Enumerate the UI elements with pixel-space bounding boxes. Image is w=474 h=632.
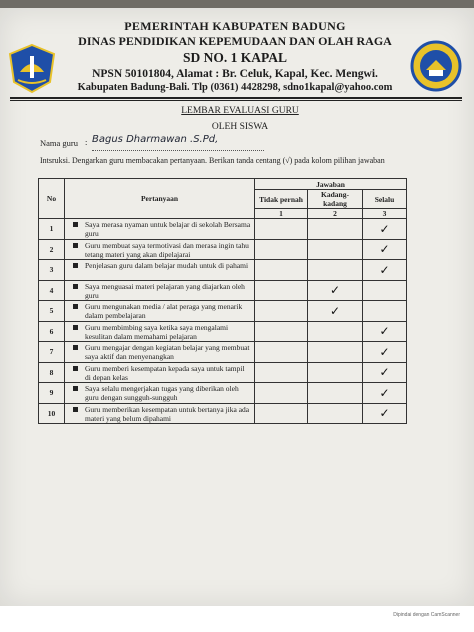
header-option-num-1: 1 xyxy=(255,209,308,219)
badung-emblem-icon xyxy=(6,42,58,94)
answer-cell-3[interactable] xyxy=(363,280,407,301)
answer-cell-2[interactable] xyxy=(308,342,363,363)
checkmark-icon: ✓ xyxy=(329,283,341,298)
school-emblem-icon xyxy=(410,40,462,92)
answer-cell-2[interactable] xyxy=(308,403,363,424)
answer-cell-2[interactable] xyxy=(308,280,363,301)
answer-cell-1[interactable] xyxy=(255,301,308,322)
checkmark-icon: ✓ xyxy=(379,365,390,380)
row-question xyxy=(65,260,255,281)
answer-cell-2[interactable] xyxy=(308,362,363,383)
letterhead-rule-thick xyxy=(10,97,462,99)
row-question-text: Guru memberi kesempatan kepada saya untuk tampil di depan kelas xyxy=(85,363,245,382)
answer-cell-2[interactable] xyxy=(308,239,363,260)
row-number: 8 xyxy=(39,362,65,383)
row-question xyxy=(65,342,255,363)
row-question-text: Guru memberikan kesempatan untuk bertanya jika ada materi yang belum dipahami xyxy=(85,404,250,423)
answer-cell-3[interactable] xyxy=(363,219,407,240)
answer-cell-3[interactable] xyxy=(363,301,407,322)
scanner-watermark: Dipindai dengan CamScanner xyxy=(393,612,460,618)
bullet-icon xyxy=(73,243,78,248)
answer-cell-1[interactable] xyxy=(255,239,308,260)
letterhead-contact: Kabupaten Badung-Bali. Tlp (0361) 4428298, sdno1kapal@yahoo.com xyxy=(77,82,393,93)
row-question-text: Guru membuat saya termotivasi dan merasa ingin tahu tetang materi yang akan dipelajarai xyxy=(85,240,249,259)
header-option-num-2: 2 xyxy=(308,209,363,219)
row-number: 2 xyxy=(39,239,65,260)
table-row xyxy=(39,383,407,404)
header-option-num-3: 3 xyxy=(363,209,407,219)
bullet-icon xyxy=(73,366,78,371)
table-row xyxy=(39,321,407,342)
answer-cell-3[interactable] xyxy=(363,403,407,424)
table-row xyxy=(39,219,407,240)
teacher-name-value: Bagus Dharmawan .S.Pd, xyxy=(92,134,219,145)
answer-cell-1[interactable] xyxy=(255,362,308,383)
bullet-icon xyxy=(73,304,78,309)
answer-cell-2[interactable] xyxy=(308,383,363,404)
answer-cell-2[interactable] xyxy=(308,321,363,342)
table-row xyxy=(39,342,407,363)
letterhead-school: SD NO. 1 KAPAL xyxy=(182,50,287,65)
row-number: 9 xyxy=(39,383,65,404)
row-number: 5 xyxy=(39,301,65,322)
header-question: Pertanyaan xyxy=(65,179,255,219)
answer-cell-2[interactable] xyxy=(308,301,363,322)
row-question xyxy=(65,301,255,322)
bullet-icon xyxy=(73,407,78,412)
checkmark-icon: ✓ xyxy=(379,242,390,257)
teacher-name-line xyxy=(92,150,264,151)
answer-cell-1[interactable] xyxy=(255,260,308,281)
bullet-icon xyxy=(73,325,78,330)
row-question xyxy=(65,383,255,404)
answer-cell-1[interactable] xyxy=(255,280,308,301)
checkmark-icon: ✓ xyxy=(379,262,390,277)
letterhead-government: PEMERINTAH KABUPATEN BADUNG xyxy=(124,19,346,33)
answer-cell-1[interactable] xyxy=(255,342,308,363)
header-option-never: Tidak pernah xyxy=(255,190,308,209)
form-subtitle: OLEH SISWA xyxy=(211,122,269,132)
answer-cell-3[interactable] xyxy=(363,239,407,260)
row-number: 4 xyxy=(39,280,65,301)
answer-cell-2[interactable] xyxy=(308,219,363,240)
checkmark-icon: ✓ xyxy=(379,221,390,236)
answer-cell-3[interactable] xyxy=(363,383,407,404)
header-option-sometimes: Kadang-kadang xyxy=(308,190,363,209)
table-row xyxy=(39,362,407,383)
table-row xyxy=(39,301,407,322)
checkmark-icon: ✓ xyxy=(379,385,390,400)
row-number: 1 xyxy=(39,219,65,240)
checkmark-icon: ✓ xyxy=(379,344,390,359)
instruction-text: Intsruksi. Dengarkan guru membacakan pertanyaan. Berikan tanda centang (√) pada kolom pilihan jawaban xyxy=(40,156,385,165)
teacher-name-row xyxy=(40,134,219,148)
teacher-name-label: Nama guru xyxy=(40,138,79,148)
letterhead-rule-thin xyxy=(10,100,462,101)
answer-cell-2[interactable] xyxy=(308,260,363,281)
footer-strip xyxy=(0,606,474,632)
teacher-name-colon: : xyxy=(85,137,88,147)
row-question xyxy=(65,219,255,240)
row-question xyxy=(65,321,255,342)
answer-cell-3[interactable] xyxy=(363,260,407,281)
answer-cell-1[interactable] xyxy=(255,383,308,404)
bullet-icon xyxy=(73,345,78,350)
form-title: LEMBAR EVALUASI GURU xyxy=(181,106,299,116)
row-number: 3 xyxy=(39,260,65,281)
bullet-icon xyxy=(73,284,78,289)
checkmark-icon: ✓ xyxy=(329,303,341,318)
bullet-icon xyxy=(73,222,78,227)
row-question xyxy=(65,362,255,383)
table-body xyxy=(39,219,407,424)
checkmark-icon: ✓ xyxy=(379,406,390,421)
row-question-text: Guru mengunakan media / alat peraga yang menarik dalam pembelajaran xyxy=(85,302,243,320)
answer-cell-1[interactable] xyxy=(255,219,308,240)
answer-cell-1[interactable] xyxy=(255,321,308,342)
row-question-text: Saya selalu mengerjakan tugas yang diberikan oleh guru dengan sungguh-sungguh xyxy=(85,384,239,402)
row-question-text: Penjelasan guru dalam belajar mudah untuk di pahami xyxy=(85,261,249,270)
row-question-text: Saya merasa nyaman untuk belajar di sekolah Bersama guru xyxy=(85,220,251,238)
row-question-text: Guru membimbing saya ketika saya mengalami kesulitan dalam memahami pelajaran xyxy=(85,322,229,341)
answer-cell-3[interactable] xyxy=(363,342,407,363)
bullet-icon xyxy=(73,386,78,391)
header-answer: Jawaban xyxy=(255,179,407,190)
table-row xyxy=(39,260,407,281)
row-question-text: Guru mengajar dengan kegiatan belajar yang membuat saya aktif dan menyenangkan xyxy=(85,343,250,361)
table-row xyxy=(39,280,407,301)
row-number: 10 xyxy=(39,403,65,424)
letterhead-address: NPSN 50101804, Alamat : Br. Celuk, Kapal, Kec. Mengwi. xyxy=(92,68,378,80)
checkmark-icon: ✓ xyxy=(379,324,390,339)
row-question xyxy=(65,403,255,424)
row-question xyxy=(65,280,255,301)
table-row xyxy=(39,403,407,424)
answer-cell-1[interactable] xyxy=(255,403,308,424)
row-question xyxy=(65,239,255,260)
evaluation-table xyxy=(38,178,407,424)
letterhead-department: DINAS PENDIDIKAN KEPEMUDAAN DAN OLAH RAGA xyxy=(78,34,392,48)
bullet-icon xyxy=(73,263,78,268)
header-no: No xyxy=(39,179,65,219)
header-option-always: Selalu xyxy=(363,190,407,209)
table-row xyxy=(39,239,407,260)
row-number: 6 xyxy=(39,321,65,342)
answer-cell-3[interactable] xyxy=(363,362,407,383)
row-number: 7 xyxy=(39,342,65,363)
row-question-text: Saya menguasai materi pelajaran yang diajarkan oleh guru xyxy=(85,281,245,300)
answer-cell-3[interactable] xyxy=(363,321,407,342)
